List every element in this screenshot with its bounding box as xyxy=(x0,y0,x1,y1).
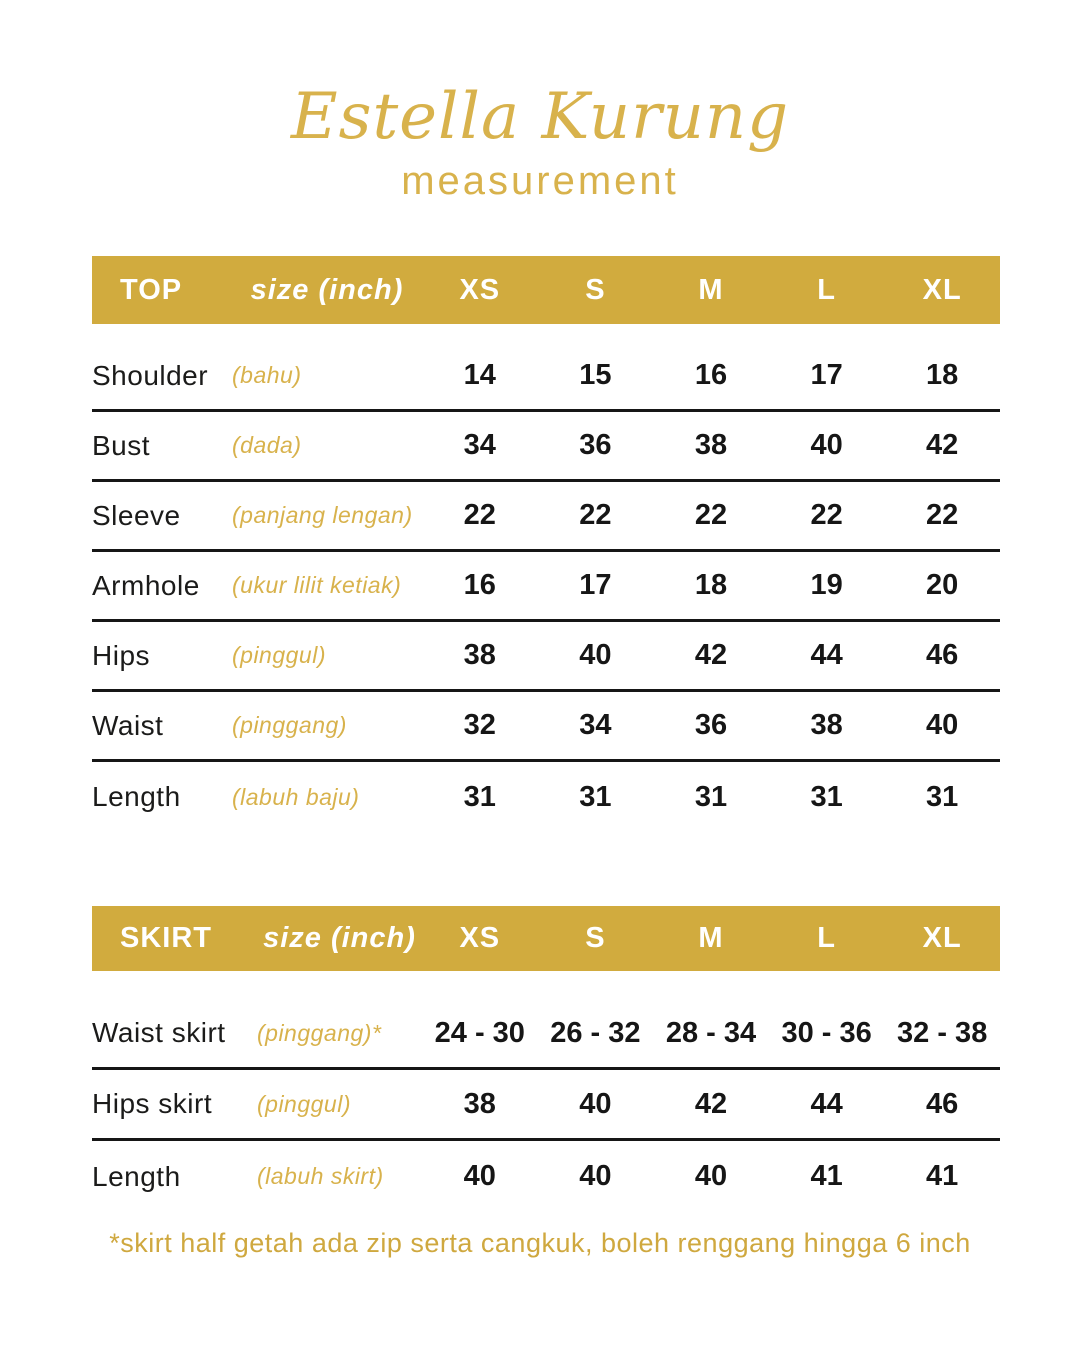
measure-label: Sleeve xyxy=(92,499,181,531)
value-m: 28 - 34 xyxy=(665,1016,757,1049)
top-unit-label: size (inch) xyxy=(250,273,404,306)
measure-label-malay: (pinggul) xyxy=(232,642,326,669)
value-m: 22 xyxy=(694,499,728,532)
value-xl: 18 xyxy=(926,359,959,392)
value-xl: 31 xyxy=(926,780,959,813)
value-xl: 32 - 38 xyxy=(897,1016,988,1049)
value-xl: 46 xyxy=(926,1087,959,1120)
value-xs: 24 - 30 xyxy=(434,1016,525,1049)
table-row-sleeve xyxy=(92,482,1000,552)
value-s: 40 xyxy=(579,1160,612,1193)
measure-label-malay: (labuh skirt) xyxy=(257,1163,384,1190)
value-l: 30 - 36 xyxy=(781,1016,872,1049)
value-s: 36 xyxy=(579,429,612,462)
value-l: 44 xyxy=(810,639,843,672)
measure-label: Waist skirt xyxy=(92,1017,226,1049)
skirt-measurement-table xyxy=(92,906,1000,1212)
skirt-footnote: *skirt half getah ada zip serta cangkuk, boleh renggang hingga 6 inch xyxy=(109,1228,971,1259)
value-xl: 20 xyxy=(926,569,959,602)
value-s: 31 xyxy=(579,780,612,813)
value-xl: 46 xyxy=(926,639,959,672)
value-s: 15 xyxy=(579,359,612,392)
top-table-header xyxy=(92,256,1000,324)
brand-header xyxy=(0,0,1080,204)
size-header-l: L xyxy=(817,922,836,955)
value-m: 40 xyxy=(694,1160,728,1193)
value-xs: 38 xyxy=(463,639,496,672)
value-m: 36 xyxy=(694,709,728,742)
table-row-hips-skirt xyxy=(92,1070,1000,1141)
value-s: 26 - 32 xyxy=(550,1016,641,1049)
value-l: 40 xyxy=(810,429,843,462)
value-xl: 42 xyxy=(926,429,959,462)
measure-label: Shoulder xyxy=(92,359,209,391)
value-m: 31 xyxy=(694,780,728,813)
page-subtitle: measurement xyxy=(401,159,679,204)
table-row-length-skirt xyxy=(92,1141,1000,1212)
size-header-m: M xyxy=(698,922,724,955)
size-header-l: L xyxy=(817,273,836,306)
measure-label: Armhole xyxy=(92,569,200,601)
value-xs: 14 xyxy=(463,359,496,392)
measure-label: Bust xyxy=(92,429,151,461)
table-row-length-top xyxy=(92,762,1000,832)
value-s: 34 xyxy=(579,709,612,742)
measure-label-malay: (pinggul) xyxy=(257,1090,351,1117)
value-l: 44 xyxy=(810,1087,843,1120)
value-m: 18 xyxy=(694,569,728,602)
value-m: 42 xyxy=(694,1087,728,1120)
size-header-m: M xyxy=(698,273,724,306)
measure-label-malay: (bahu) xyxy=(232,362,302,389)
value-l: 41 xyxy=(810,1160,843,1193)
value-xl: 40 xyxy=(926,709,959,742)
table-row-hips xyxy=(92,622,1000,692)
page-title: Estella Kurung xyxy=(290,80,790,154)
top-table-body xyxy=(92,324,1000,832)
measure-label-malay: (pinggang) xyxy=(232,712,347,739)
skirt-table-header xyxy=(92,906,1000,971)
value-xs: 38 xyxy=(463,1087,496,1120)
size-header-xl: XL xyxy=(922,922,962,955)
skirt-unit-label: size (inch) xyxy=(263,922,416,955)
measure-label: Length xyxy=(92,781,181,813)
measure-label: Length xyxy=(92,1160,181,1192)
value-m: 16 xyxy=(694,359,728,392)
measure-label: Hips xyxy=(92,639,151,671)
size-header-xs: XS xyxy=(459,273,501,306)
measure-label-malay: (dada) xyxy=(232,432,302,459)
measure-label-malay: (ukur lilit ketiak) xyxy=(232,572,402,599)
value-xs: 22 xyxy=(463,499,496,532)
measure-label: Hips skirt xyxy=(92,1088,213,1120)
value-xs: 31 xyxy=(463,780,496,813)
measure-label: Waist xyxy=(92,709,164,741)
value-s: 40 xyxy=(579,639,612,672)
measure-label-malay: (pinggang)* xyxy=(257,1019,382,1046)
value-s: 40 xyxy=(579,1087,612,1120)
value-xl: 22 xyxy=(926,499,959,532)
value-s: 17 xyxy=(579,569,612,602)
table-row-armhole xyxy=(92,552,1000,622)
value-xs: 32 xyxy=(463,709,496,742)
size-header-s: S xyxy=(585,273,606,306)
size-header-xl: XL xyxy=(922,273,962,306)
value-xl: 41 xyxy=(926,1160,959,1193)
top-section-label: TOP xyxy=(120,273,183,306)
table-row-shoulder xyxy=(92,342,1000,412)
table-row-waist xyxy=(92,692,1000,762)
value-l: 31 xyxy=(810,780,843,813)
skirt-section-label: SKIRT xyxy=(120,922,212,955)
top-measurement-table xyxy=(92,256,1000,832)
size-header-xs: XS xyxy=(459,922,501,955)
value-m: 42 xyxy=(694,639,728,672)
measure-label-malay: (labuh baju) xyxy=(232,783,360,810)
table-row-waist-skirt xyxy=(92,999,1000,1070)
value-xs: 40 xyxy=(463,1160,496,1193)
skirt-table-body xyxy=(92,971,1000,1212)
value-l: 17 xyxy=(810,359,843,392)
size-header-s: S xyxy=(585,922,606,955)
value-l: 22 xyxy=(810,499,843,532)
value-xs: 34 xyxy=(463,429,496,462)
value-m: 38 xyxy=(694,429,728,462)
value-s: 22 xyxy=(579,499,612,532)
value-xs: 16 xyxy=(463,569,496,602)
measure-label-malay: (panjang lengan) xyxy=(232,502,413,529)
value-l: 19 xyxy=(810,569,843,602)
table-row-bust xyxy=(92,412,1000,482)
value-l: 38 xyxy=(810,709,843,742)
